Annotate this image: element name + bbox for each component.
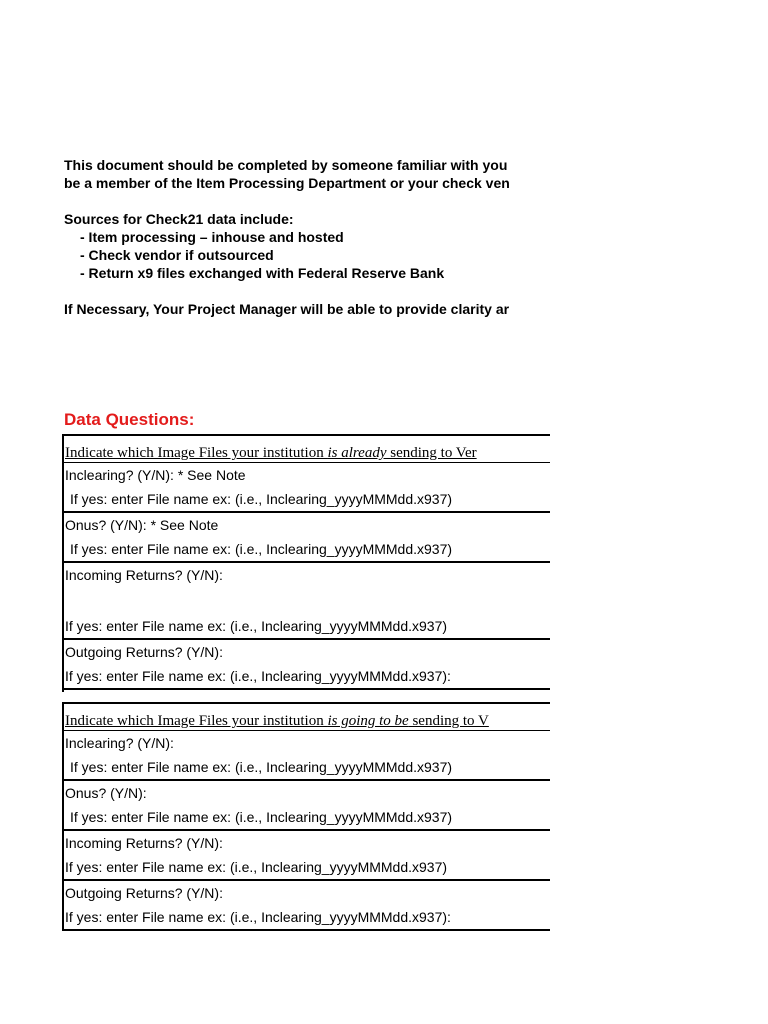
file-name-prompt: If yes: enter File name ex: (i.e., Inclearing_yyyyMMMdd.x937) (70, 809, 453, 825)
question-onus (64, 513, 550, 563)
question-label: Incoming Returns? (Y/N): (65, 567, 223, 583)
question-inclearing (64, 463, 550, 513)
file-name-prompt: If yes: enter File name ex: (i.e., Inclearing_yyyyMMMdd.x937) (65, 859, 448, 875)
file-name-prompt: If yes: enter File name ex: (i.e., Inclearing_yyyyMMMdd.x937): (65, 909, 451, 925)
project-manager-note: If Necessary, Your Project Manager will be able to provide clarity ar (64, 301, 510, 317)
source-item: - Return x9 files exchanged with Federal Reserve Bank (80, 265, 445, 281)
questions-table-already-sending (62, 434, 550, 692)
questions-table-going-to-send (62, 702, 550, 931)
question-label: Onus? (Y/N): (65, 785, 147, 801)
source-item: - Check vendor if outsourced (80, 247, 274, 263)
question-outgoing-returns (64, 881, 550, 931)
question-label: Inclearing? (Y/N): (65, 735, 174, 751)
table-header: Indicate which Image Files your institution is already sending to Ver (64, 436, 550, 463)
question-label: Onus? (Y/N): * See Note (65, 517, 219, 533)
emphasis-text: is going to be (327, 713, 409, 729)
question-outgoing-returns (64, 640, 550, 690)
question-incoming-returns (64, 563, 550, 640)
file-name-prompt: If yes: enter File name ex: (i.e., Inclearing_yyyyMMMdd.x937) (65, 618, 448, 634)
question-onus (64, 781, 550, 831)
question-label: Outgoing Returns? (Y/N): (65, 644, 223, 660)
question-label: Inclearing? (Y/N): * See Note (65, 467, 246, 483)
table-header: Indicate which Image Files your institution is going to be sending to V (64, 704, 550, 731)
question-incoming-returns (64, 831, 550, 881)
file-name-prompt: If yes: enter File name ex: (i.e., Inclearing_yyyyMMMdd.x937) (70, 759, 453, 775)
file-name-prompt: If yes: enter File name ex: (i.e., Inclearing_yyyyMMMdd.x937) (70, 491, 453, 507)
emphasis-text: is already (327, 445, 387, 461)
question-inclearing (64, 731, 550, 781)
file-name-prompt: If yes: enter File name ex: (i.e., Inclearing_yyyyMMMdd.x937): (65, 668, 451, 684)
question-label: Incoming Returns? (Y/N): (65, 835, 223, 851)
intro-line-2: be a member of the Item Processing Department or your check ven (64, 175, 510, 191)
question-label: Outgoing Returns? (Y/N): (65, 885, 223, 901)
section-title: Data Questions: (64, 410, 195, 429)
sources-heading: Sources for Check21 data include: (64, 211, 294, 227)
source-item: - Item processing – inhouse and hosted (80, 229, 344, 245)
file-name-prompt: If yes: enter File name ex: (i.e., Inclearing_yyyyMMMdd.x937) (70, 541, 453, 557)
intro-text (64, 156, 550, 318)
intro-line-1: This document should be completed by someone familiar with you (64, 157, 508, 173)
